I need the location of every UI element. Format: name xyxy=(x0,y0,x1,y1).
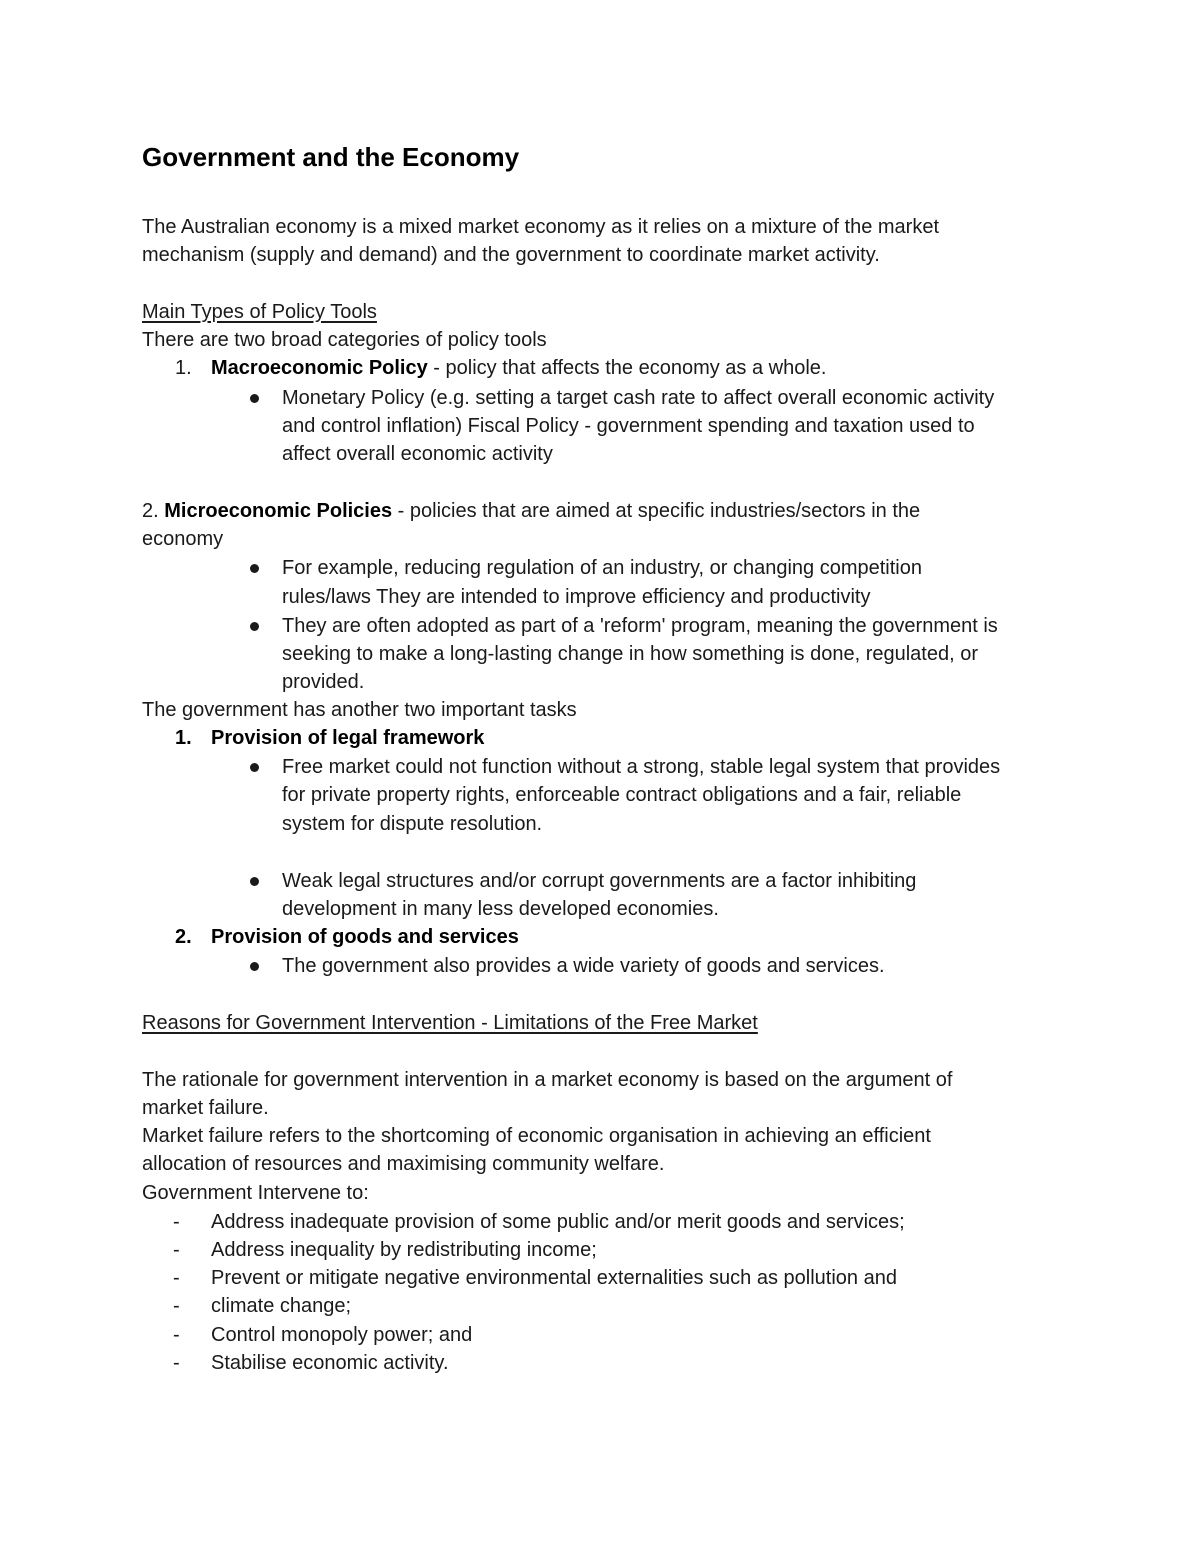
bullet-icon xyxy=(250,564,259,573)
list-item: Prevent or mitigate negative environmental externalities such as pollution and xyxy=(211,1267,897,1289)
page-title: Government and the Economy xyxy=(142,142,520,172)
tasks-lead: The government has another two important tasks xyxy=(142,699,577,721)
bullet-icon xyxy=(250,622,259,631)
policy-tools-lead: There are two broad categories of policy tools xyxy=(142,329,547,351)
bullet-text-line: They are often adopted as part of a 'reform' program, meaning the government is xyxy=(282,615,998,637)
list-item: Control monopoly power; and xyxy=(211,1324,473,1346)
intervention-lead: Government Intervene to: xyxy=(142,1182,369,1204)
dash-marker: - xyxy=(173,1352,180,1374)
dash-marker: - xyxy=(173,1211,180,1233)
dash-marker: - xyxy=(173,1267,180,1289)
bullet-text-line: system for dispute resolution. xyxy=(282,813,543,835)
term-macroeconomic-policy: Macroeconomic Policy xyxy=(211,357,428,379)
list-number: 1. xyxy=(175,357,192,379)
bullet-text-line: Weak legal structures and/or corrupt governments are a factor inhibiting xyxy=(282,870,917,892)
bullet-text-line: The government also provides a wide variety of goods and services. xyxy=(282,955,885,977)
list-item-macroeconomic xyxy=(211,354,826,382)
bullet-text-line: affect overall economic activity xyxy=(282,443,553,465)
bullet-icon xyxy=(250,763,259,772)
paragraph-line: Market failure refers to the shortcoming of economic organisation in achieving an efficient xyxy=(142,1125,931,1147)
bullet-text-line: provided. xyxy=(282,671,365,693)
bullet-text-line: Free market could not function without a strong, stable legal system that provides xyxy=(282,756,1001,778)
intro-line-2: mechanism (supply and demand) and the government to coordinate market activity. xyxy=(142,244,880,266)
bullet-text-line: for private property rights, enforceable contract obligations and a fair, reliable xyxy=(282,784,962,806)
dash-marker: - xyxy=(173,1324,180,1346)
bullet-icon xyxy=(250,962,259,971)
bullet-text-line: Monetary Policy (e.g. setting a target cash rate to affect overall economic activity xyxy=(282,387,995,409)
bullet-icon xyxy=(250,877,259,886)
bullet-text-line: rules/laws They are intended to improve efficiency and productivity xyxy=(282,586,871,608)
dash-marker: - xyxy=(173,1239,180,1261)
list-number: 2. xyxy=(142,500,165,522)
section-heading-intervention: Reasons for Government Intervention - Limitations of the Free Market xyxy=(142,1012,758,1034)
term-description: - policy that affects the economy as a whole. xyxy=(427,357,827,379)
paragraph-line: The rationale for government intervention in a market economy is based on the argument of xyxy=(142,1069,953,1091)
list-number: 1. xyxy=(175,727,192,749)
list-item: Address inequality by redistributing income; xyxy=(211,1239,597,1261)
bullet-icon xyxy=(250,394,259,403)
bullet-text-line: seeking to make a long-lasting change in how something is done, regulated, or xyxy=(282,643,978,665)
section-heading-policy-tools: Main Types of Policy Tools xyxy=(142,301,377,323)
list-item: Address inadequate provision of some public and/or merit goods and services; xyxy=(211,1211,905,1233)
list-item-microeconomic xyxy=(142,497,920,525)
term-description: - policies that are aimed at specific industries/sectors in the xyxy=(392,500,921,522)
list-number: 2. xyxy=(175,926,192,948)
paragraph-line: allocation of resources and maximising community welfare. xyxy=(142,1153,665,1175)
list-item: Stabilise economic activity. xyxy=(211,1352,449,1374)
list-item: climate change; xyxy=(211,1295,352,1317)
intro-line-1: The Australian economy is a mixed market economy as it relies on a mixture of the market xyxy=(142,216,940,238)
bullet-text-line: development in many less developed economies. xyxy=(282,898,719,920)
bullet-text-line: For example, reducing regulation of an industry, or changing competition xyxy=(282,557,922,579)
task-goods-services: Provision of goods and services xyxy=(211,926,519,948)
microeconomic-continuation: economy xyxy=(142,528,224,550)
bullet-text-line: and control inflation) Fiscal Policy - government spending and taxation used to xyxy=(282,415,975,437)
paragraph-line: market failure. xyxy=(142,1097,269,1119)
task-legal-framework: Provision of legal framework xyxy=(211,727,485,749)
term-microeconomic-policies: Microeconomic Policies xyxy=(164,500,393,522)
dash-marker: - xyxy=(173,1295,180,1317)
